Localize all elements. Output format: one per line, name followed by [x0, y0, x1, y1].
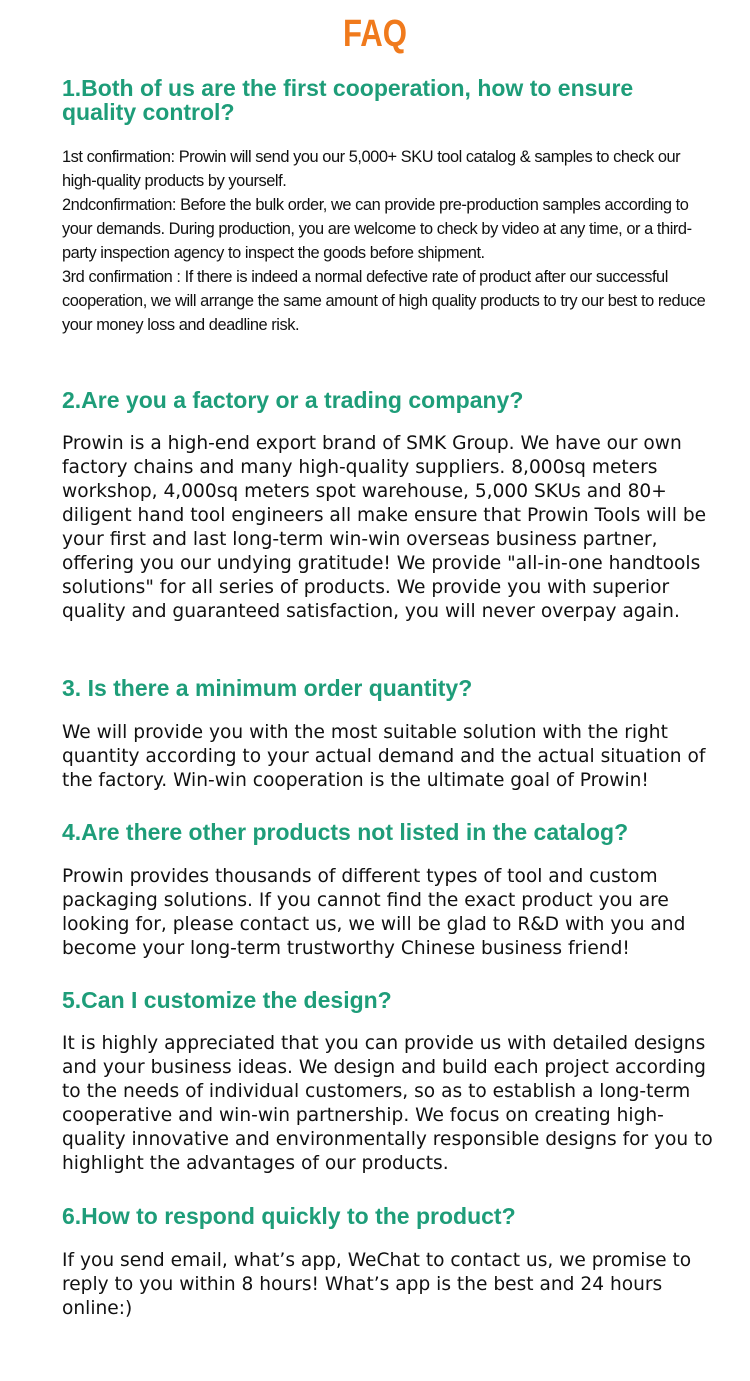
faq-question-5: 5.Can I customize the design? [62, 987, 392, 1013]
faq-answer-4: Prowin provides thousands of different types of tool and custom packaging solutions. If you cannot find the exact product you are looking for, please contact us, we will be glad to R&D with you and become your long-term trustworthy Chinese business friend! [62, 866, 686, 959]
faq-question-2: 2.Are you a factory or a trading company? [62, 387, 524, 413]
faq-answer-5: It is highly appreciated that you can provide us with detailed designs and your business ideas. We design and build each project according to the needs of individual customers, so as to establish a long-term cooperative and win-win partnership. We focus on creating high-quality innovative and environmentally responsible designs for you to highlight the advantages of our products. [62, 1033, 713, 1174]
faq-answer-3: We will provide you with the most suitable solution with the right quantity according to your actual demand and the actual situation of the factory. Win-win cooperation is the ultimate goal of Prowin! [62, 722, 706, 791]
faq-question-6: 6.How to respond quickly to the product? [62, 1203, 516, 1229]
faq-answer-6: If you send email, what’s app, WeChat to contact us, we promise to reply to you within 8 hours! What’s app is the best and 24 hours online:) [62, 1250, 692, 1319]
faq-answer-2: Prowin is a high-end export brand of SMK Group. We have our own factory chains and many high-quality suppliers. 8,000sq meters workshop, 4,000sq meters spot warehouse, 5,000 SKUs and 80+ diligent hand tool engineers all make ensure that Prowin Tools will be your first and last long-term win-win overseas business partner, offering you our undying gratitude! We provide "all-in-one handtools solutions" for all series of products. We provide you with superior quality and guaranteed satisfaction, you will never overpay again. [62, 433, 707, 622]
faq-question-3: 3. Is there a minimum order quantity? [62, 675, 473, 701]
faq-question-1: 1.Both of us are the first cooperation, how to ensure quality control? [62, 75, 634, 125]
faq-question-4: 4.Are there other products not listed in the catalog? [62, 819, 629, 845]
page-title: FAQ [342, 13, 408, 55]
faq-answer-1: 1st confirmation: Prowin will send you our 5,000+ SKU tool catalog & samples to check our high-quality products by yourself. 2ndconfirmation: Before the bulk order, we can provide pre-production samples according to your demands. During production, you are welcome to check by video at any time, or a third-party inspection agency to inspect the goods before shipment. 3rd confirmation : If there is indeed a normal defective rate of product after our successful cooperation, we will arrange the same amount of high quality products to try our best to reduce your money loss and deadline risk. [62, 148, 706, 334]
